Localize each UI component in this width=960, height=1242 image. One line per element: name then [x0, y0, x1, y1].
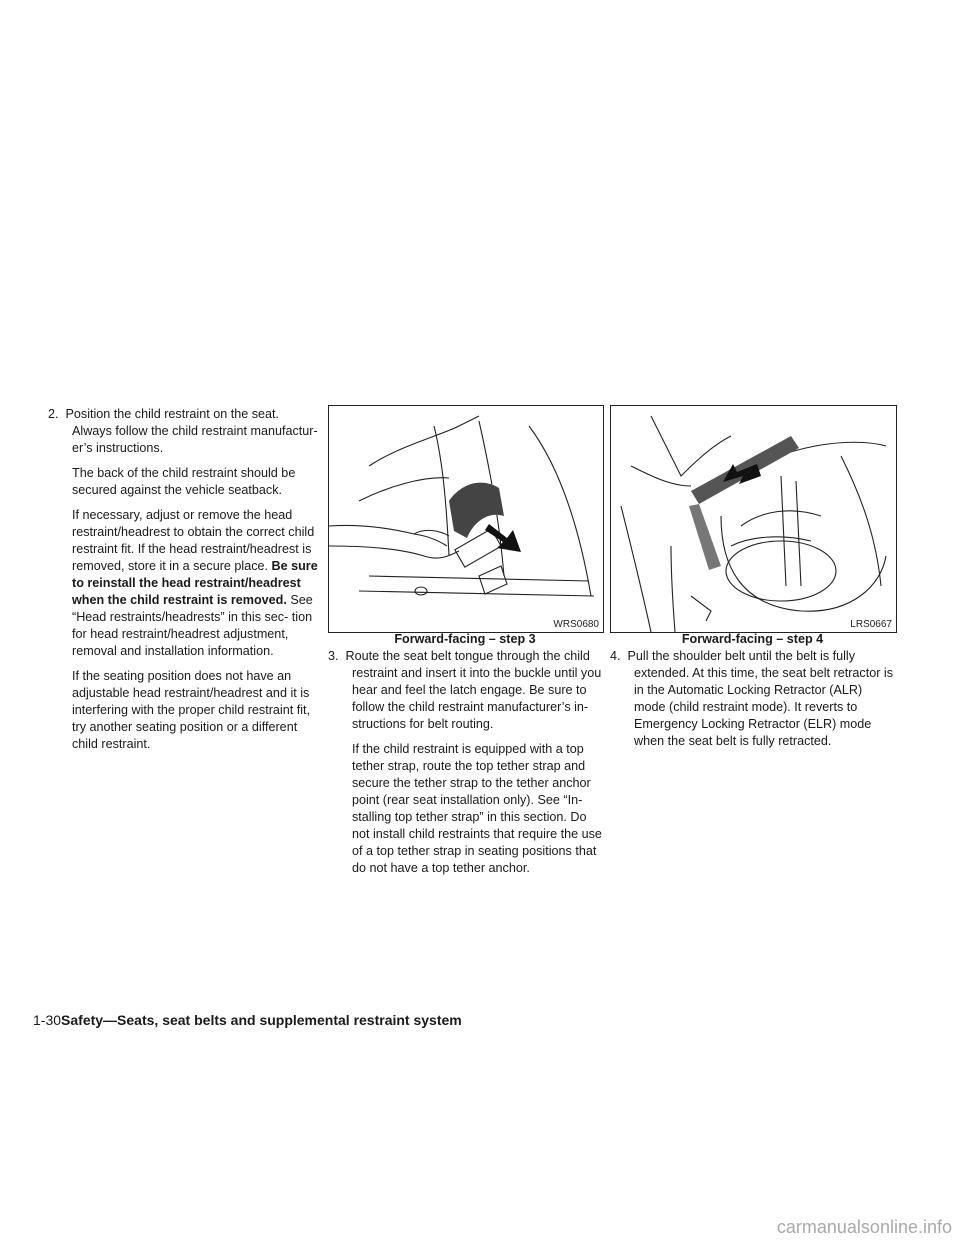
- step-2: [48, 406, 320, 457]
- step-3-text: Route the seat belt tongue through the child restraint and insert it into the buckle until you hear and feel the latch engage. Be sure to follow the child restraint manufacturer’s in- structions for belt routing.: [345, 649, 602, 731]
- figure-forward-facing-step-4: [610, 405, 897, 633]
- step-2-para-3: If the seating position does not have an adjustable head restraint/headrest and it is interfering with the proper child restraint fit, try another seating position or a different child restraint.: [72, 669, 310, 751]
- step-4-text: Pull the shoulder belt until the belt is fully extended. At this time, the seat belt retractor is in the Automatic Locking Retractor (ALR) mode (child restraint mode). It reverts to Emergency Locking Retractor (ELR) mode when the seat belt is fully retracted.: [627, 649, 894, 748]
- step-3-para-1: If the child restraint is equipped with a top tether strap, route the top tether strap and secure the tether strap to the tether anchor point (rear seat installation only). See “In- stalling top tether strap” in this section. Do not install child restraints that require the use of a top tether strap in seating positions that do not have a top tether anchor.: [352, 742, 602, 875]
- step-2-para-1: The back of the child restraint should be secured against the vehicle seatback.: [72, 466, 296, 497]
- step-4-number: 4.: [610, 649, 621, 663]
- column-2: [328, 648, 602, 877]
- step-4: [610, 648, 896, 750]
- figure-1-code: WRS0680: [553, 619, 599, 630]
- section-title: Safety—Seats, seat belts and supplemental restraint system: [61, 1012, 462, 1028]
- figure-2-code: LRS0667: [850, 619, 892, 630]
- page-number: 1-30: [33, 1012, 62, 1028]
- figure-2-caption: Forward-facing – step 4: [681, 632, 824, 646]
- step-3-number: 3.: [328, 649, 339, 663]
- seat-belt-buckle-illustration: [329, 406, 603, 632]
- column-3: [610, 648, 896, 750]
- step-3: [328, 648, 602, 733]
- figure-forward-facing-step-3: [328, 405, 604, 633]
- figure-1-caption: Forward-facing – step 3: [394, 632, 536, 646]
- shoulder-belt-illustration: [611, 406, 896, 632]
- step-2-para-2-text: If necessary, adjust or remove the head restraint/headrest to obtain the correct child restraint fit. If the head restraint/headrest is removed, store it in a secure place.: [72, 508, 315, 573]
- step-2-para-2-tail: See “Head restraints/headrests” in this sec- tion for head restraint/headrest adjustment, removal and installation information.: [72, 593, 313, 658]
- column-1: [48, 406, 320, 753]
- page-footer: [33, 1012, 462, 1028]
- step-2-text: Position the child restraint on the seat. Always follow the child restraint manufactur- er’s instructions.: [65, 407, 318, 455]
- watermark: carmanualsonline.info: [776, 1217, 952, 1237]
- step-2-para-2-warning: Be sure to reinstall the head restraint/headrest when the child restraint is removed.: [72, 559, 318, 607]
- step-2-number: 2.: [48, 407, 59, 421]
- step-2-para-2: [48, 507, 320, 660]
